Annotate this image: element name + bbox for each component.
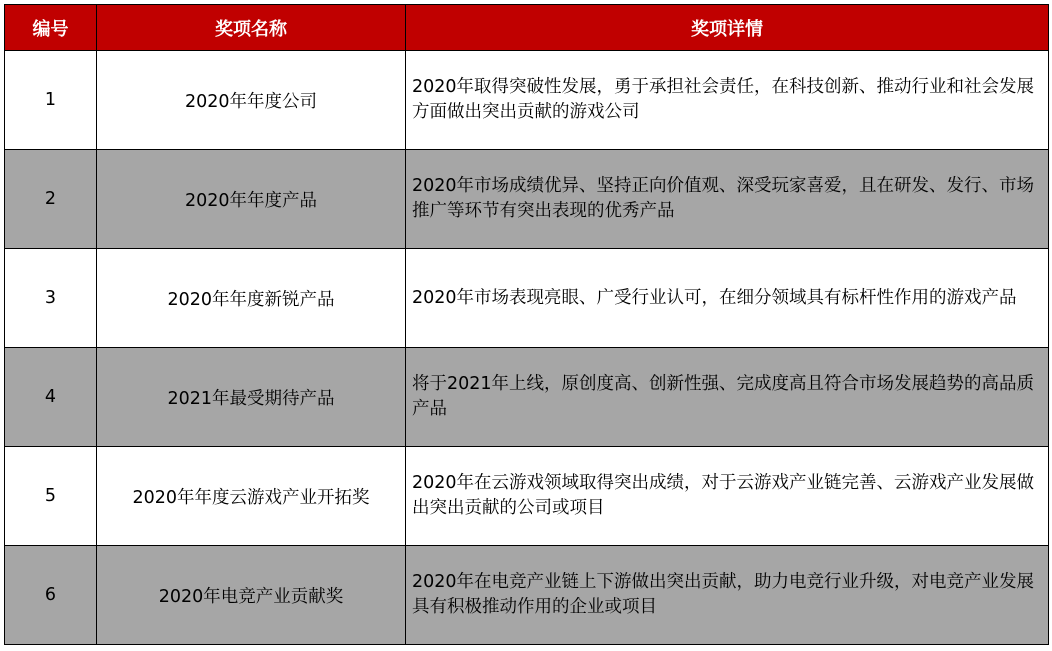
award-detail: 2020年在电竞产业链上下游做出突出贡献，助力电竞行业升级，对电竞产业发展具有积极推动作用的企业或项目 <box>406 546 1049 645</box>
table-row <box>5 150 1049 249</box>
awards-table <box>4 4 1049 645</box>
award-detail: 2020年取得突破性发展，勇于承担社会责任，在科技创新、推动行业和社会发展方面做出突出贡献的游戏公司 <box>406 51 1049 150</box>
header-number: 编号 <box>5 5 97 51</box>
table-header-row <box>5 5 1049 51</box>
row-number: 6 <box>5 546 97 645</box>
row-number: 4 <box>5 348 97 447</box>
header-award-name: 奖项名称 <box>97 5 406 51</box>
row-number: 2 <box>5 150 97 249</box>
table-row <box>5 447 1049 546</box>
award-name: 2020年年度新锐产品 <box>97 249 406 348</box>
award-detail: 2020年市场成绩优异、坚持正向价值观、深受玩家喜爱，且在研发、发行、市场推广等环节有突出表现的优秀产品 <box>406 150 1049 249</box>
row-number: 5 <box>5 447 97 546</box>
row-number: 1 <box>5 51 97 150</box>
table-row <box>5 546 1049 645</box>
header-award-detail: 奖项详情 <box>406 5 1049 51</box>
table-row <box>5 51 1049 150</box>
row-number: 3 <box>5 249 97 348</box>
table-row <box>5 348 1049 447</box>
award-name: 2021年最受期待产品 <box>97 348 406 447</box>
award-name: 2020年年度云游戏产业开拓奖 <box>97 447 406 546</box>
award-name: 2020年年度产品 <box>97 150 406 249</box>
awards-table-container <box>4 4 1048 645</box>
award-name: 2020年年度公司 <box>97 51 406 150</box>
award-detail: 将于2021年上线，原创度高、创新性强、完成度高且符合市场发展趋势的高品质产品 <box>406 348 1049 447</box>
award-detail: 2020年在云游戏领域取得突出成绩，对于云游戏产业链完善、云游戏产业发展做出突出贡献的公司或项目 <box>406 447 1049 546</box>
table-row <box>5 249 1049 348</box>
award-detail: 2020年市场表现亮眼、广受行业认可，在细分领域具有标杆性作用的游戏产品 <box>406 249 1049 348</box>
award-name: 2020年电竞产业贡献奖 <box>97 546 406 645</box>
